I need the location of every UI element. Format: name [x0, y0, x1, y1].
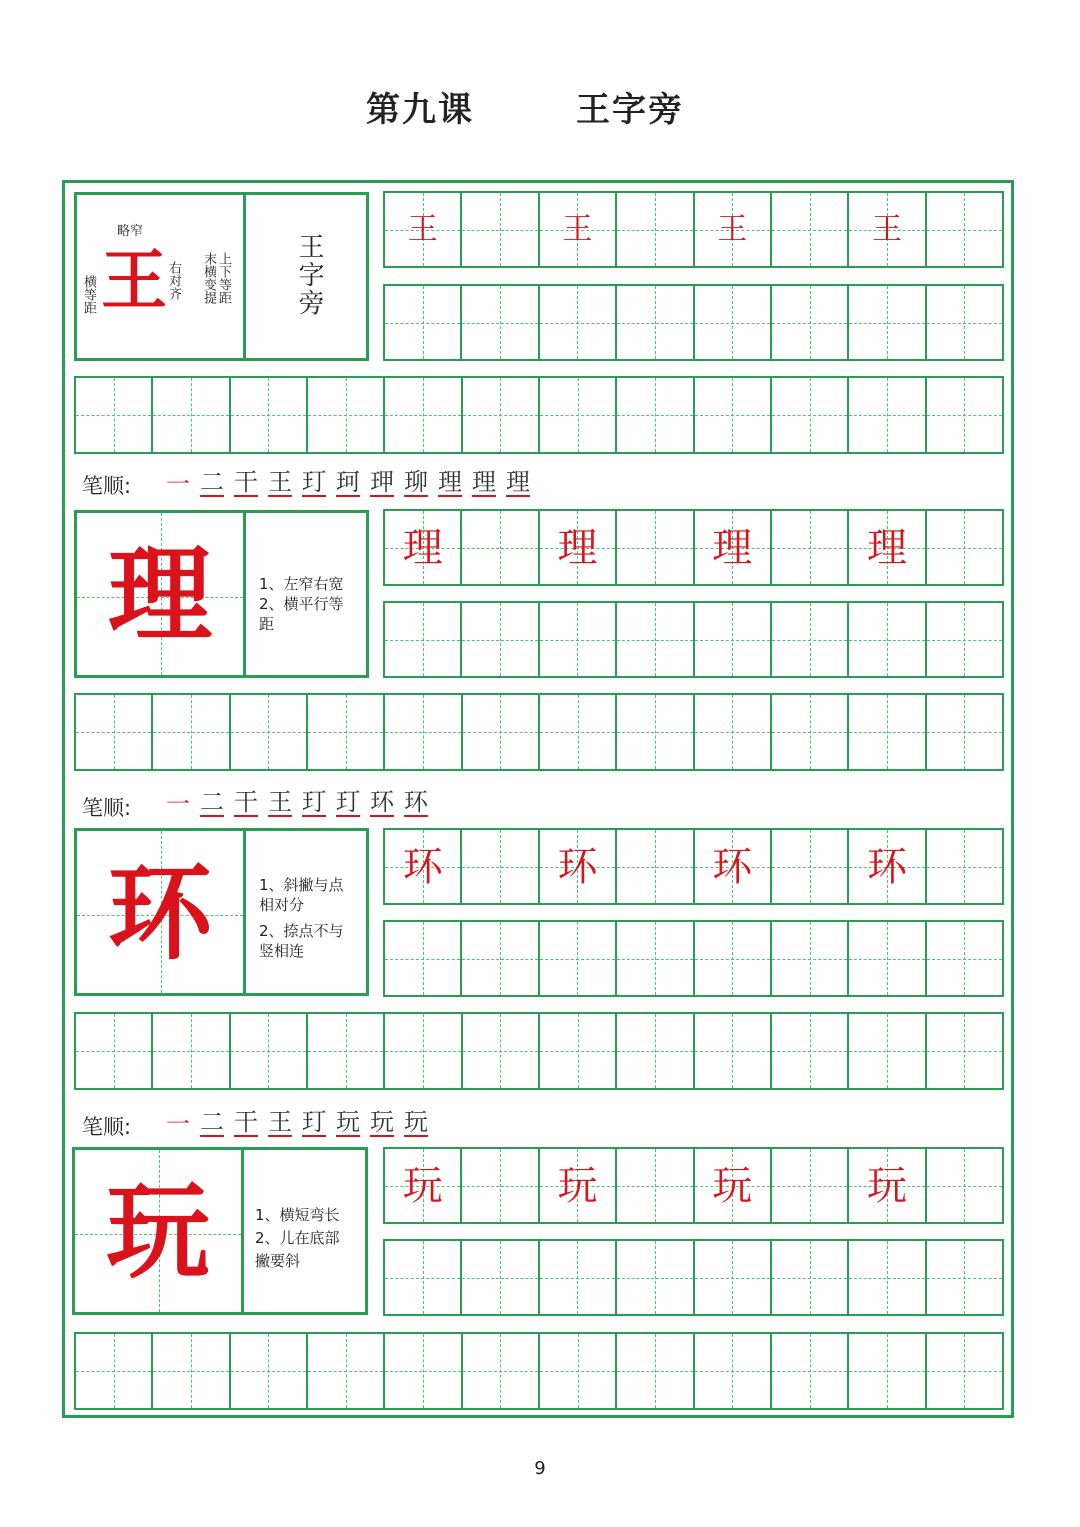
grid-cell[interactable] [925, 511, 1002, 584]
grid-cell[interactable] [770, 1241, 847, 1314]
grid-cell[interactable] [306, 378, 383, 452]
note-rule: 上下等距末横变提 [201, 252, 231, 304]
stroke-order-label: 笔顺: [82, 796, 132, 820]
grid-cell[interactable] [847, 1241, 924, 1314]
grid-cell[interactable] [615, 695, 692, 769]
grid-cell[interactable] [615, 1334, 692, 1408]
model-character: 理 [402, 524, 443, 571]
grid-cell[interactable] [770, 922, 847, 995]
grid-cell[interactable] [693, 286, 770, 359]
grid-cell[interactable] [925, 378, 1002, 452]
stroke-step: 干 [234, 788, 258, 816]
stroke-step: 环 [370, 788, 394, 816]
grid-cell[interactable] [925, 695, 1002, 769]
stroke-step: 一 [166, 470, 190, 498]
stroke-step: 干 [234, 468, 258, 496]
grid-cell[interactable] [306, 1014, 383, 1088]
grid-cell[interactable] [385, 1149, 460, 1222]
grid-cell[interactable] [770, 511, 847, 584]
big-character: 理 [107, 533, 212, 656]
grid-cell[interactable] [615, 603, 692, 676]
grid-cell[interactable] [847, 193, 924, 266]
tip-line: 1、左窄右宽 [259, 575, 344, 593]
grid-cell[interactable] [847, 922, 924, 995]
stroke-step: 玎 [336, 788, 360, 816]
grid-cell[interactable] [151, 695, 228, 769]
model-character: 王 [871, 211, 902, 247]
stroke-step: 一 [166, 790, 190, 818]
practice-row-wide [74, 1012, 1004, 1090]
tip-line: 2、横平行等 [259, 595, 344, 613]
big-character: 玩 [105, 1170, 210, 1293]
grid-cell[interactable] [538, 695, 615, 769]
practice-row-model [383, 828, 1004, 905]
box-divider [241, 1150, 244, 1312]
grid-cell[interactable] [538, 1014, 615, 1088]
practice-row-blank [383, 284, 1004, 361]
grid-cell[interactable] [460, 922, 537, 995]
grid-cell[interactable] [847, 695, 924, 769]
grid-cell[interactable] [615, 1149, 692, 1222]
grid-cell[interactable] [229, 378, 306, 452]
grid-cell[interactable] [460, 1241, 537, 1314]
grid-cell[interactable] [460, 511, 537, 584]
stroke-step: 玎 [302, 468, 326, 496]
grid-cell[interactable] [693, 603, 770, 676]
grid-cell[interactable] [306, 1334, 383, 1408]
topic-title: 王字旁 [576, 90, 684, 130]
grid-cell[interactable] [538, 922, 615, 995]
grid-cell[interactable] [538, 603, 615, 676]
grid-cell[interactable] [770, 1334, 847, 1408]
grid-cell[interactable] [383, 1334, 460, 1408]
grid-cell[interactable] [925, 1241, 1002, 1314]
model-character: 理 [557, 524, 598, 571]
tip-line: 撇要斜 [255, 1252, 301, 1270]
practice-row-blank [383, 601, 1004, 678]
grid-cell[interactable] [385, 830, 460, 903]
grid-cell[interactable] [229, 1014, 306, 1088]
grid-cell[interactable] [385, 511, 460, 584]
grid-cell[interactable] [847, 1014, 924, 1088]
stroke-order-label: 笔顺: [82, 474, 132, 498]
writing-tips [259, 875, 344, 961]
grid-cell[interactable] [693, 1241, 770, 1314]
stroke-step: 玩 [336, 1108, 360, 1136]
practice-row-wide [74, 1332, 1004, 1410]
grid-cell[interactable] [693, 1149, 770, 1222]
grid-cell[interactable] [847, 830, 924, 903]
page-title [0, 82, 1080, 132]
model-character: 玩 [402, 1162, 443, 1209]
grid-cell[interactable] [461, 1014, 538, 1088]
practice-row-model [383, 191, 1004, 268]
model-character: 玩 [712, 1162, 753, 1209]
grid-cell[interactable] [925, 1014, 1002, 1088]
grid-cell[interactable] [925, 922, 1002, 995]
model-character: 玩 [866, 1162, 907, 1209]
grid-cell[interactable] [693, 922, 770, 995]
grid-cell[interactable] [460, 830, 537, 903]
stroke-step: 珋 [404, 468, 428, 496]
grid-cell[interactable] [770, 830, 847, 903]
grid-cell[interactable] [461, 1334, 538, 1408]
big-character: 环 [107, 851, 212, 974]
grid-cell[interactable] [847, 1149, 924, 1222]
grid-cell[interactable] [615, 193, 692, 266]
grid-cell[interactable] [693, 511, 770, 584]
stroke-step: 理 [438, 468, 462, 496]
grid-cell[interactable] [770, 1014, 847, 1088]
grid-cell[interactable] [693, 695, 770, 769]
grid-cell[interactable] [460, 286, 537, 359]
grid-cell[interactable] [615, 1241, 692, 1314]
character-box [74, 510, 369, 678]
grid-cell[interactable] [538, 1241, 615, 1314]
grid-cell[interactable] [693, 193, 770, 266]
box-divider [243, 831, 246, 993]
grid-cell[interactable] [847, 511, 924, 584]
model-character: 环 [712, 843, 753, 890]
stroke-step: 二 [200, 468, 224, 496]
radical-name: 王字旁 [294, 233, 324, 317]
grid-cell[interactable] [925, 1334, 1002, 1408]
grid-cell[interactable] [383, 378, 460, 452]
tip-line: 2、捺点不与 [259, 922, 344, 940]
grid-cell[interactable] [615, 922, 692, 995]
grid-cell[interactable] [383, 695, 460, 769]
grid-cell[interactable] [925, 603, 1002, 676]
practice-row-model [383, 1147, 1004, 1224]
grid-cell[interactable] [461, 378, 538, 452]
tip-line: 2、儿在底部 [255, 1229, 340, 1247]
stroke-step: 王 [268, 788, 292, 816]
tip-line: 1、横短弯长 [255, 1206, 340, 1224]
tip-line: 相对分 [259, 896, 305, 914]
grid-cell[interactable] [693, 1334, 770, 1408]
grid-cell[interactable] [693, 1014, 770, 1088]
stroke-step: 二 [200, 788, 224, 816]
stroke-step: 珂 [336, 468, 360, 496]
grid-cell[interactable] [538, 193, 615, 266]
grid-cell[interactable] [615, 286, 692, 359]
grid-cell[interactable] [385, 286, 460, 359]
note-top: 略窄 [117, 224, 144, 239]
model-character: 环 [557, 843, 598, 890]
model-character: 环 [866, 843, 907, 890]
model-character: 王 [562, 211, 593, 247]
grid-cell[interactable] [693, 378, 770, 452]
model-character: 环 [402, 843, 443, 890]
stroke-step: 一 [166, 1110, 190, 1138]
grid-cell[interactable] [770, 286, 847, 359]
grid-cell[interactable] [925, 193, 1002, 266]
grid-cell[interactable] [615, 511, 692, 584]
grid-cell[interactable] [770, 378, 847, 452]
stroke-step: 理 [472, 468, 496, 496]
practice-row-blank [383, 920, 1004, 997]
grid-cell[interactable] [538, 378, 615, 452]
model-character: 玩 [557, 1162, 598, 1209]
practice-row-model [383, 509, 1004, 586]
grid-cell[interactable] [229, 1334, 306, 1408]
grid-cell[interactable] [770, 603, 847, 676]
grid-cell[interactable] [460, 1149, 537, 1222]
intro-character: 王 [101, 241, 167, 319]
grid-cell[interactable] [76, 378, 151, 452]
grid-cell[interactable] [538, 830, 615, 903]
lesson-title: 第九课 [366, 90, 474, 130]
stroke-step: 玩 [404, 1108, 428, 1136]
stroke-step: 王 [268, 468, 292, 496]
grid-cell[interactable] [385, 1241, 460, 1314]
stroke-step: 理 [506, 468, 530, 496]
stroke-step: 玎 [302, 788, 326, 816]
stroke-order-sequence [166, 470, 530, 497]
grid-cell[interactable] [538, 1334, 615, 1408]
grid-cell[interactable] [770, 1149, 847, 1222]
grid-cell[interactable] [847, 603, 924, 676]
grid-cell[interactable] [306, 695, 383, 769]
tip-line: 竖相连 [259, 942, 305, 960]
grid-cell[interactable] [151, 1334, 228, 1408]
grid-cell[interactable] [847, 1334, 924, 1408]
stroke-step: 玾 [370, 468, 394, 496]
note-right-align: 右对齐 [166, 261, 181, 300]
stroke-step: 王 [268, 1108, 292, 1136]
grid-cell[interactable] [925, 1149, 1002, 1222]
grid-cell[interactable] [615, 830, 692, 903]
stroke-order-label: 笔顺: [82, 1115, 132, 1139]
character-box [74, 828, 369, 996]
tip-line: 1、斜撇与点 [259, 876, 344, 894]
practice-row-wide [74, 376, 1004, 454]
grid-cell[interactable] [151, 378, 228, 452]
stroke-order-sequence [166, 790, 428, 817]
grid-cell[interactable] [615, 1014, 692, 1088]
grid-cell[interactable] [693, 830, 770, 903]
grid-cell[interactable] [770, 193, 847, 266]
grid-cell[interactable] [76, 1014, 151, 1088]
grid-cell[interactable] [538, 511, 615, 584]
grid-cell[interactable] [229, 695, 306, 769]
grid-cell[interactable] [76, 695, 151, 769]
stroke-step: 玎 [302, 1108, 326, 1136]
grid-cell[interactable] [460, 193, 537, 266]
grid-cell[interactable] [615, 378, 692, 452]
model-character: 理 [866, 524, 907, 571]
grid-cell[interactable] [383, 1014, 460, 1088]
grid-cell[interactable] [925, 286, 1002, 359]
tip-line: 距 [259, 615, 275, 633]
grid-cell[interactable] [770, 695, 847, 769]
stroke-order-sequence [166, 1110, 428, 1137]
stroke-step: 二 [200, 1108, 224, 1136]
grid-cell[interactable] [76, 1334, 151, 1408]
page-number: 9 [534, 1458, 546, 1479]
stroke-step: 干 [234, 1108, 258, 1136]
box-divider [243, 195, 246, 358]
note-left: 横等距 [81, 275, 96, 314]
grid-cell[interactable] [460, 603, 537, 676]
grid-cell[interactable] [925, 830, 1002, 903]
grid-cell[interactable] [538, 1149, 615, 1222]
character-box [72, 1147, 368, 1315]
writing-tips [259, 574, 344, 634]
stroke-step: 环 [404, 788, 428, 816]
grid-cell[interactable] [385, 922, 460, 995]
grid-cell[interactable] [385, 193, 460, 266]
model-character: 王 [407, 211, 438, 247]
model-character: 王 [717, 211, 748, 247]
grid-cell[interactable] [538, 286, 615, 359]
practice-row-blank [383, 1239, 1004, 1316]
model-character: 理 [712, 524, 753, 571]
intro-box [74, 192, 369, 361]
grid-cell[interactable] [847, 286, 924, 359]
stroke-step: 玩 [370, 1108, 394, 1136]
grid-cell[interactable] [385, 603, 460, 676]
grid-cell[interactable] [847, 378, 924, 452]
writing-tips [255, 1204, 340, 1273]
grid-cell[interactable] [461, 695, 538, 769]
grid-cell[interactable] [151, 1014, 228, 1088]
box-divider [243, 513, 246, 675]
practice-row-wide [74, 693, 1004, 771]
